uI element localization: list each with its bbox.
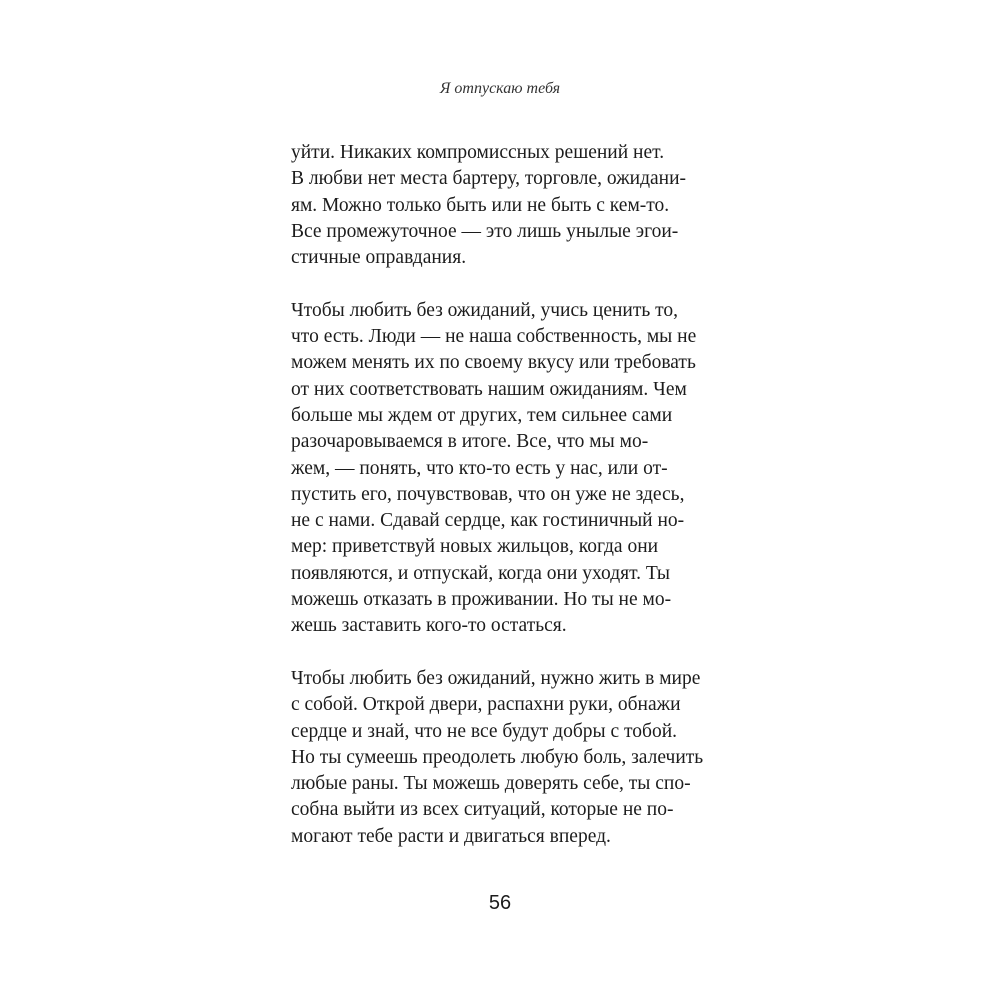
text-line: жешь заставить кого-то остаться. xyxy=(291,615,567,637)
text-line: любые раны. Ты можешь доверять себе, ты спо- xyxy=(291,773,691,795)
text-line: разочаровываемся в итоге. Все, что мы мо- xyxy=(291,431,649,453)
text-line: можешь отказать в проживании. Но ты не мо- xyxy=(291,589,672,611)
text-line: можем менять их по своему вкусу или требовать xyxy=(291,352,696,374)
text-line: Все промежуточное — это лишь унылые эгои- xyxy=(291,220,679,242)
text-line: что есть. Люди — не наша собственность, мы не xyxy=(291,326,697,348)
text-line: ям. Можно только быть или не быть с кем-то. xyxy=(291,194,670,216)
page-number: 56 xyxy=(488,892,512,914)
text-line: сердце и знай, что не все будут добры с тобой. xyxy=(291,720,678,742)
text-line: больше мы ждем от других, тем сильнее сами xyxy=(291,404,673,426)
text-line: могают тебе расти и двигаться вперед. xyxy=(291,825,611,847)
text-line: уйти. Никаких компромиссных решений нет. xyxy=(291,142,665,163)
text-line: с собой. Открой двери, распахни руки, обнажи xyxy=(291,694,681,716)
paragraph-spacer xyxy=(291,271,731,297)
text-line: от них соответствовать нашим ожиданиям. Чем xyxy=(291,378,687,400)
text-line: Чтобы любить без ожиданий, учись ценить то, xyxy=(291,299,679,321)
body-text xyxy=(291,140,731,850)
text-line: пустить его, почувствовав, что он уже не здесь, xyxy=(291,483,685,505)
text-line: жем, — понять, что кто-то есть у нас, или от- xyxy=(291,457,668,479)
paragraph-3 xyxy=(291,666,731,850)
text-line: мер: приветствуй новых жильцов, когда они xyxy=(291,536,659,558)
text-line: не с нами. Сдавай сердце, как гостиничный но- xyxy=(291,510,685,532)
paragraph-2 xyxy=(291,298,731,640)
text-line: появляются, и отпускай, когда они уходят. Ты xyxy=(291,562,670,584)
text-line: Но ты сумеешь преодолеть любую боль, залечить xyxy=(291,746,704,768)
running-title: Я отпускаю тебя xyxy=(439,80,561,97)
text-line: В любви нет места бартеру, торговле, ожидани- xyxy=(291,168,687,190)
paragraph-1 xyxy=(291,140,731,271)
text-line: собна выйти из всех ситуаций, которые не по- xyxy=(291,799,674,821)
text-line: Чтобы любить без ожиданий, нужно жить в мире xyxy=(291,667,701,689)
text-line: стичные оправдания. xyxy=(291,247,467,269)
paragraph-spacer xyxy=(291,640,731,666)
